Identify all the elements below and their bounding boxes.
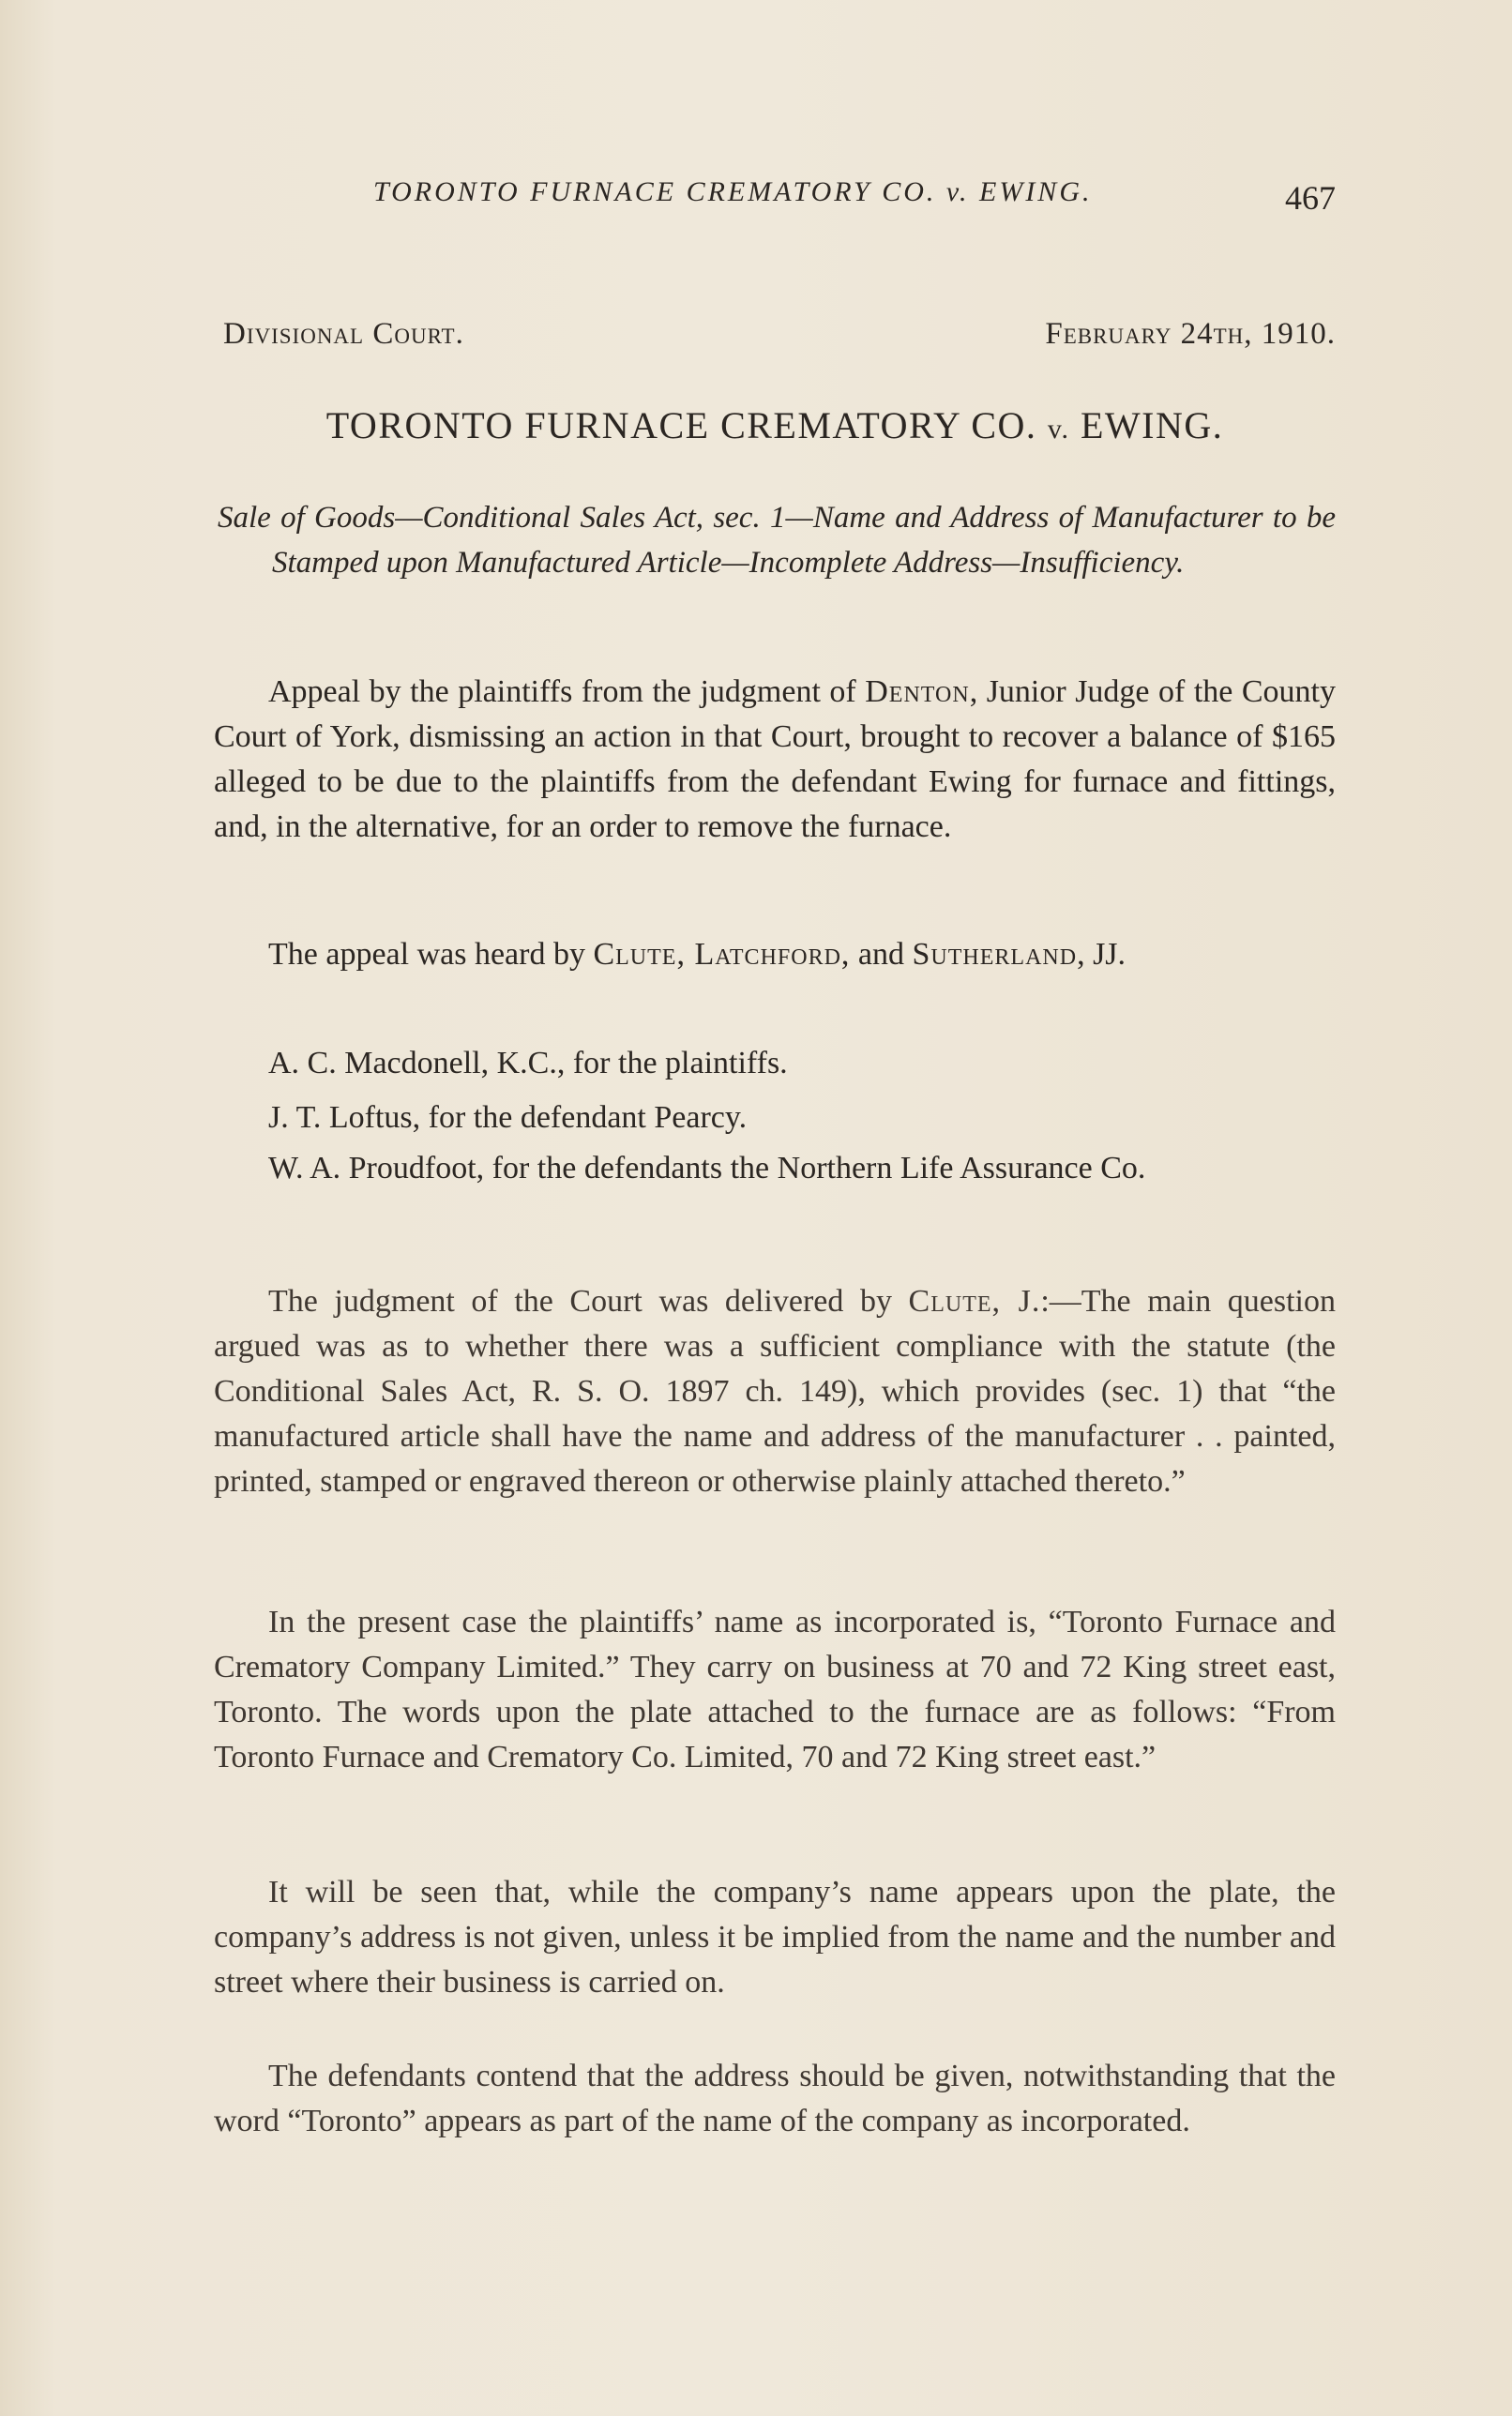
appeal-text-before: Appeal by the plaintiffs from the judgment of	[268, 674, 866, 709]
counsel-line: W. A. Proudfoot, for the defendants the Northern Life Assurance Co.	[268, 1151, 1146, 1185]
counsel-line: A. C. Macdonell, K.C., for the plaintiffs.	[268, 1046, 788, 1080]
judgment-paragraph	[214, 1279, 1336, 1504]
judgment-text-before: The judgment of the Court was delivered by	[268, 1284, 909, 1319]
hearing-and: and	[850, 937, 913, 972]
appeal-paragraph	[214, 670, 1336, 850]
court-and-date-line	[223, 317, 1336, 352]
body-paragraph: The defendants contend that the address should be given, notwithstanding that the word “Toronto” appears as part of the name of the company as incorporated.	[214, 2059, 1336, 2138]
case-title-versus: v.	[1047, 414, 1070, 445]
body-paragraph: It will be seen that, while the company’s name appears upon the plate, the company’s address is not given, unless it be implied from the name and the number and street where their business is carried on.	[214, 1875, 1336, 2000]
headnote-text: Sale of Goods—Conditional Sales Act, sec. 1—Name and Address of Manufacturer to be Stamped upon Manufactured Article—Incomplete Address—Insufficiency.	[218, 501, 1336, 580]
appeal-text-after: , Junior Judge of the County Court of York, dismissing an action in that Court, brought to recover a balance of $165 alleged to be due to the plaintiffs from the defendant Ewing for furnace and fittings, and, in the alternative, for an order to remove the furnace.	[214, 674, 1336, 844]
court-name: Divisional Court.	[223, 317, 464, 351]
decision-date: February 24th, 1910.	[1045, 317, 1336, 351]
counsel-line: J. T. Loftus, for the defendant Pearcy.	[268, 1100, 748, 1135]
hearing-text-before: The appeal was heard by	[268, 937, 594, 972]
hearing-judges: Clute, Latchford,	[593, 937, 851, 972]
case-title	[214, 403, 1336, 447]
judgment-text-after: :—The main question argued was as to whether there was a sufficient compliance with the statute (the Conditional Sales Act, R. S. O. 1897 ch. 149), which provides (sec. 1) that “the manufactured article shall have the name and address of the manufacturer . . painted, printed, stamped or engraved thereon or otherwise plainly attached thereto.”	[214, 1284, 1336, 1499]
appeal-judge-name: Denton	[865, 674, 970, 709]
judgment-judge-name: Clute, J.	[908, 1284, 1041, 1319]
hearing-text-after: , JJ.	[1077, 937, 1126, 972]
case-title-main: TORONTO FURNACE CREMATORY CO.	[325, 404, 1037, 446]
running-header	[214, 176, 1336, 233]
case-title-party: EWING.	[1080, 404, 1224, 446]
hearing-judge-last: Sutherland	[912, 937, 1078, 972]
body-paragraph: In the present case the plaintiffs’ name as incorporated is, “Toronto Furnace and Crematory Company Limited.” They carry on business at 70 and 72 King street east, Toronto. The words upon the plate attached to the furnace are as follows: “From Toronto Furnace and Crematory Co. Limited, 70 and 72 King street east.”	[214, 1605, 1336, 1774]
hearing-paragraph	[214, 932, 1336, 977]
running-title: TORONTO FURNACE CREMATORY CO. v. EWING.	[373, 176, 1093, 207]
page-number: 467	[1285, 179, 1336, 217]
headnote	[218, 495, 1336, 585]
